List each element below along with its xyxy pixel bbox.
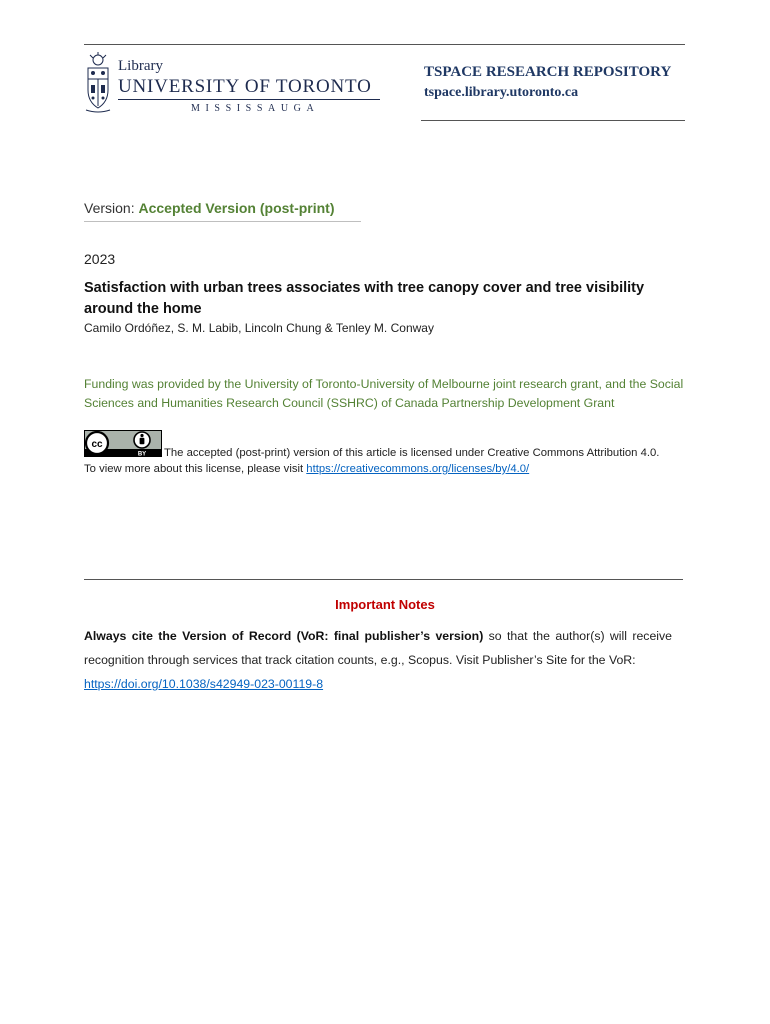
doi-link[interactable]: https://doi.org/10.1038/s42949-023-00119-8 bbox=[84, 677, 324, 691]
university-crest-icon bbox=[84, 52, 112, 114]
article-authors: Camilo Ordóñez, S. M. Labib, Lincoln Chung & Tenley M. Conway bbox=[84, 321, 434, 335]
library-wordmark: Library bbox=[118, 58, 163, 74]
license-link-prefix: To view more about this license, please visit bbox=[84, 463, 307, 475]
license-link-line bbox=[84, 463, 529, 475]
campus-wordmark: MISSISSAUGA bbox=[191, 103, 320, 114]
header-top-rule bbox=[84, 44, 685, 45]
version-value: Accepted Version (post-print) bbox=[138, 200, 335, 216]
svg-text:cc: cc bbox=[91, 439, 103, 450]
repository-title: TSPACE RESEARCH REPOSITORY bbox=[424, 64, 672, 80]
version-underline bbox=[84, 221, 361, 222]
logo-divider bbox=[118, 99, 380, 100]
repository-url[interactable]: tspace.library.utoronto.ca bbox=[424, 85, 579, 100]
important-notes-title: Important Notes bbox=[335, 597, 435, 612]
notes-body-text: so that the author(s) will receive recognition through services that track citation counts, e.g., Scopus. Visit Publisher’s Site for the VoR: bbox=[84, 629, 673, 667]
important-notes-body bbox=[84, 624, 672, 696]
version-line bbox=[84, 200, 335, 216]
version-label: Version: bbox=[84, 200, 135, 216]
header-bottom-rule bbox=[421, 120, 685, 121]
license-url-link[interactable]: https://creativecommons.org/licenses/by/4.0/ bbox=[306, 463, 530, 475]
notes-divider bbox=[84, 579, 683, 580]
university-wordmark: UNIVERSITY OF TORONTO bbox=[118, 76, 372, 97]
license-statement: The accepted (post-print) version of this article is licensed under Creative Commons Attribution 4.0. bbox=[164, 447, 660, 459]
notes-bold-text: Always cite the Version of Record (VoR: final publisher’s version) bbox=[84, 629, 484, 643]
publication-year: 2023 bbox=[84, 251, 116, 267]
cc-badge-label: BY bbox=[137, 451, 147, 457]
funding-statement: Funding was provided by the University of Toronto-University of Melbourne joint research grant, and the Social Sciences and Humanities Research Council (SSHRC) of Canada Partnership Development Grant bbox=[84, 377, 684, 410]
creative-commons-by-icon[interactable] bbox=[84, 430, 162, 457]
article-title: Satisfaction with urban trees associates with tree canopy cover and tree visibility around the home bbox=[84, 280, 645, 317]
